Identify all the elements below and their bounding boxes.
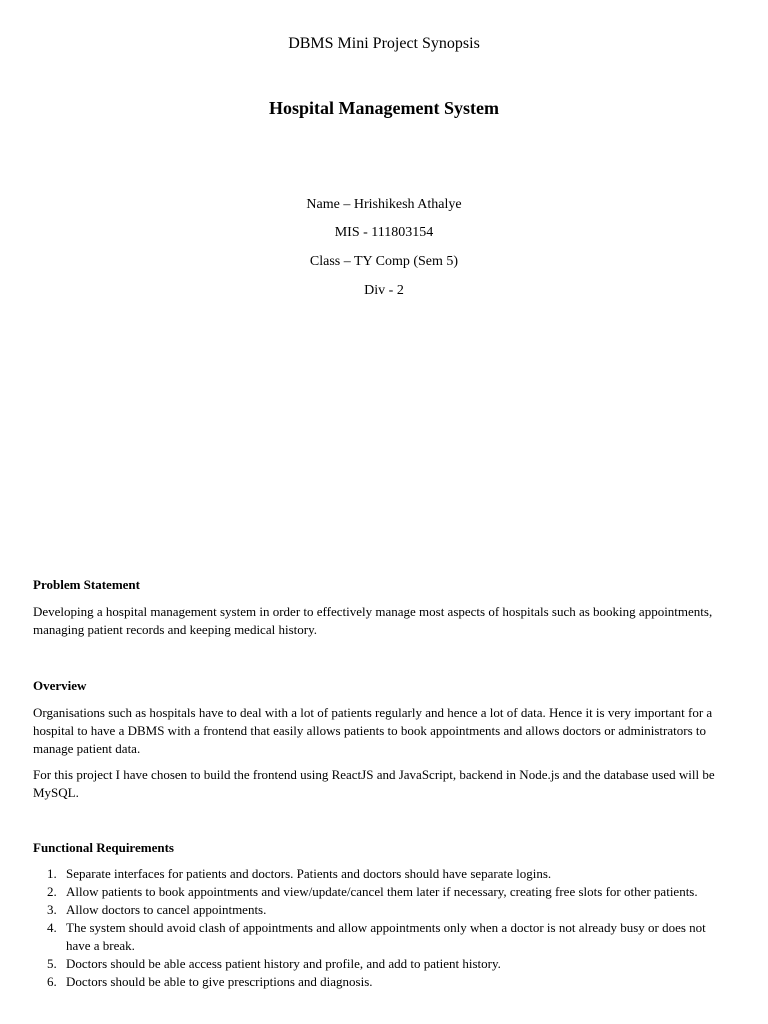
list-item-number: 1. [47,866,57,881]
list-item-number: 5. [47,956,57,971]
list-item [33,865,733,883]
list-item [33,919,733,955]
list-item-text: Allow patients to book appointments and view/update/cancel them later if necessary, creating free slots for other patients. [66,884,698,899]
overview-paragraph: Organisations such as hospitals have to deal with a lot of patients regularly and hence a lot of data. Hence it is very important for a hospital to have a DBMS with a frontend that easily allows patients to book appointments and allows doctors or administrators to manage patient data. [33,705,713,756]
functional-requirements-heading: Functional Requirements [33,840,174,855]
list-item-text: Separate interfaces for patients and doctors. Patients and doctors should have separate logins. [66,866,552,881]
document-header: DBMS Mini Project Synopsis [288,35,480,52]
author-division: Div - 2 [364,283,404,298]
list-item-number: 3. [47,902,57,917]
requirements-list [33,865,733,991]
overview-heading: Overview [33,678,87,693]
list-item-text: Allow doctors to cancel appointments. [66,902,267,917]
list-item-text: Doctors should be able to give prescriptions and diagnosis. [66,974,373,989]
list-item-text: The system should avoid clash of appointments and allow appointments only when a doctor is not already busy or does not have a break. [66,920,706,953]
list-item-number: 2. [47,884,57,899]
list-item [33,955,733,973]
list-item [33,883,733,901]
list-item-text: Doctors should be able access patient history and profile, and add to patient history. [66,956,501,971]
list-item [33,901,733,919]
overview-paragraph: For this project I have chosen to build the frontend using ReactJS and JavaScript, backend in Node.js and the database used will be MySQL. [33,767,715,800]
author-mis: MIS - 111803154 [334,225,434,240]
problem-statement-heading: Problem Statement [33,577,140,592]
list-item [33,973,733,991]
list-item-number: 6. [47,974,57,989]
author-class: Class – TY Comp (Sem 5) [309,254,459,269]
document-title: Hospital Management System [269,98,499,118]
author-name: Name – Hrishikesh Athalye [306,197,462,212]
problem-statement-text: Developing a hospital management system in order to effectively manage most aspects of hospitals such as booking appointments, managing patient records and keeping medical history. [33,604,713,637]
list-item-number: 4. [47,920,57,935]
